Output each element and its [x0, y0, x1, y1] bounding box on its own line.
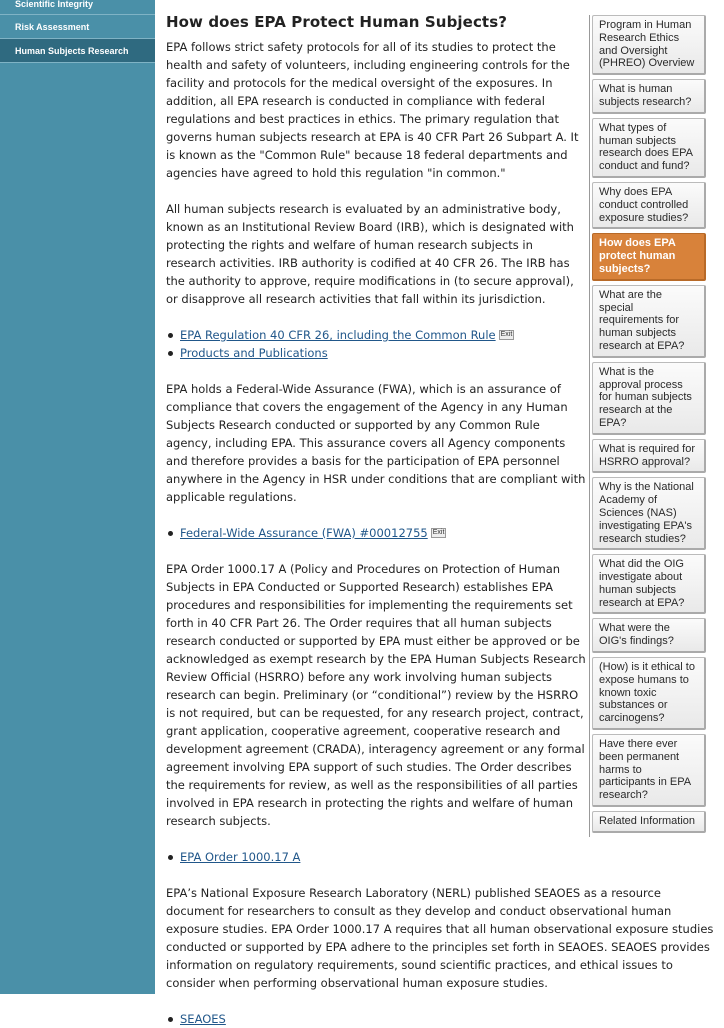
side-item-ethics-exposure[interactable]: (How) is it ethical to expose humans to known toxic substances or carcinogens?: [592, 657, 706, 730]
side-item-permanent-harms[interactable]: Have there ever been permanent harms to participants in EPA research?: [592, 734, 706, 807]
products-publications-link[interactable]: Products and Publications: [180, 346, 328, 360]
intro-paragraph: EPA follows strict safety protocols for all of its studies to protect the health and safety of volunteers, including engineering controls for the facility and protocols for the medical oversight of the exposures. In addition, all EPA research is conducted in compliance with federal regulations and best practices in ethics. The primary regulation that governs human subjects research at EPA is 40 CFR Part 26 Subpart A. It is known as the "Common Rule" because 18 federal departments and agencies have agreed to hold this regulation "in common.": [166, 40, 579, 180]
side-item-controlled-exposure[interactable]: Why does EPA conduct controlled exposure studies?: [592, 182, 706, 229]
fwa-links: [166, 524, 586, 542]
side-item-nas-investigation[interactable]: Why is the National Academy of Sciences (NAS) investigating EPA's research studies?: [592, 477, 706, 550]
side-item-related-information[interactable]: Related Information: [592, 811, 706, 833]
fwa-paragraph: EPA holds a Federal-Wide Assurance (FWA), which is an assurance of compliance that covers the engagement of the Agency in any Human Subjects Research conducted or supported by any Common Rule agency, including EPA. This assurance covers all Agency components and therefore provides a basis for the participation of EPA personnel anywhere in the Agency in HSR under conditions that are compliant with applicable regulations.: [166, 382, 586, 504]
list-item: [180, 524, 586, 542]
exit-icon: Exit: [500, 331, 513, 338]
list-item: [180, 1010, 586, 1028]
order-links: [166, 848, 586, 866]
page-title: How does EPA Protect Human Subjects?: [166, 13, 508, 31]
list-item: [180, 326, 586, 344]
common-rule-link[interactable]: EPA Regulation 40 CFR 26, including the Common Rule: [180, 328, 496, 342]
left-navigation: [0, 0, 155, 994]
list-item: [180, 344, 586, 362]
nav-item-human-subjects-research[interactable]: Human Subjects Research: [0, 39, 155, 63]
side-item-oig-findings[interactable]: What were the OIG's findings?: [592, 618, 706, 653]
irb-paragraph: All human subjects research is evaluated by an administrative body, known as an Institutional Review Board (IRB), which is designated with protecting the rights and welfare of human research subjects in research activities. IRB authority is codified at 40 CFR 26. The IRB has the authority to approve, require modifications in (to secure approval), or disapprove all research activities that fall within its jurisdiction.: [166, 202, 574, 306]
side-item-special-requirements[interactable]: What are the special requirements for human subjects research at EPA?: [592, 285, 706, 358]
nav-item-scientific-integrity[interactable]: Scientific Integrity: [0, 0, 155, 15]
order-paragraph: EPA Order 1000.17 A (Policy and Procedures on Protection of Human Subjects in EPA Conducted or Supported Research) establishes EPA procedures and responsibilities for implementing the requirements set forth in 40 CFR Part 26. The Order requires that all human subjects research conducted or supported by EPA must either be approved or be acknowledged as exempt research by the EPA Human Subjects Research Review Official (HSRRO) before any work involving human subjects research can begin. Preliminary (or “conditional”) review by the HSRRO is not required, but can be requested, for any research project, contract, grant application, cooperative agreement, cooperative research and development agreement (CRADA), interagency agreement or any formal agreement involving EPA support of such studies. The Order describes the requirements for review, as well as the responsibilities of all parties involved in EPA research in protecting the rights and welfare of human research subjects.: [166, 562, 586, 828]
side-item-how-epa-protects[interactable]: How does EPA protect human subjects?: [592, 233, 706, 280]
side-item-hsrro-approval[interactable]: What is required for HSRRO approval?: [592, 439, 706, 474]
seaoes-link[interactable]: SEAOES: [180, 1012, 226, 1026]
epa-order-link[interactable]: EPA Order 1000.17 A: [180, 850, 301, 864]
regulation-links: [166, 326, 586, 362]
seaoes-links: [166, 1010, 586, 1028]
side-item-phreo-overview[interactable]: Program in Human Research Ethics and Oversight (PHREO) Overview: [592, 15, 706, 75]
list-item: [180, 848, 586, 866]
side-item-approval-process[interactable]: What is the approval process for human subjects research at the EPA?: [592, 362, 706, 435]
nav-item-risk-assessment[interactable]: Risk Assessment: [0, 15, 155, 39]
side-item-research-types[interactable]: What types of human subjects research does EPA conduct and fund?: [592, 118, 706, 178]
side-item-what-is-hsr[interactable]: What is human subjects research?: [592, 79, 706, 114]
exit-icon: Exit: [432, 529, 445, 536]
topic-sidebar: [589, 15, 705, 837]
fwa-link[interactable]: Federal-Wide Assurance (FWA) #00012755: [180, 526, 428, 540]
seaoes-paragraph: EPA’s National Exposure Research Laboratory (NERL) published SEAOES as a resource document for researchers to consult as they develop and conduct observational human exposure studies. EPA Order 1000.17 A requires that all human observational exposure studies conducted or supported by EPA adhere to the principles set forth in SEAOES. SEAOES provides information on regulatory requirements, sound scientific practices, and ethical issues to consider when performing observational human exposure studies.: [166, 886, 714, 990]
side-item-oig-investigation[interactable]: What did the OIG investigate about human subjects research at EPA?: [592, 554, 706, 614]
